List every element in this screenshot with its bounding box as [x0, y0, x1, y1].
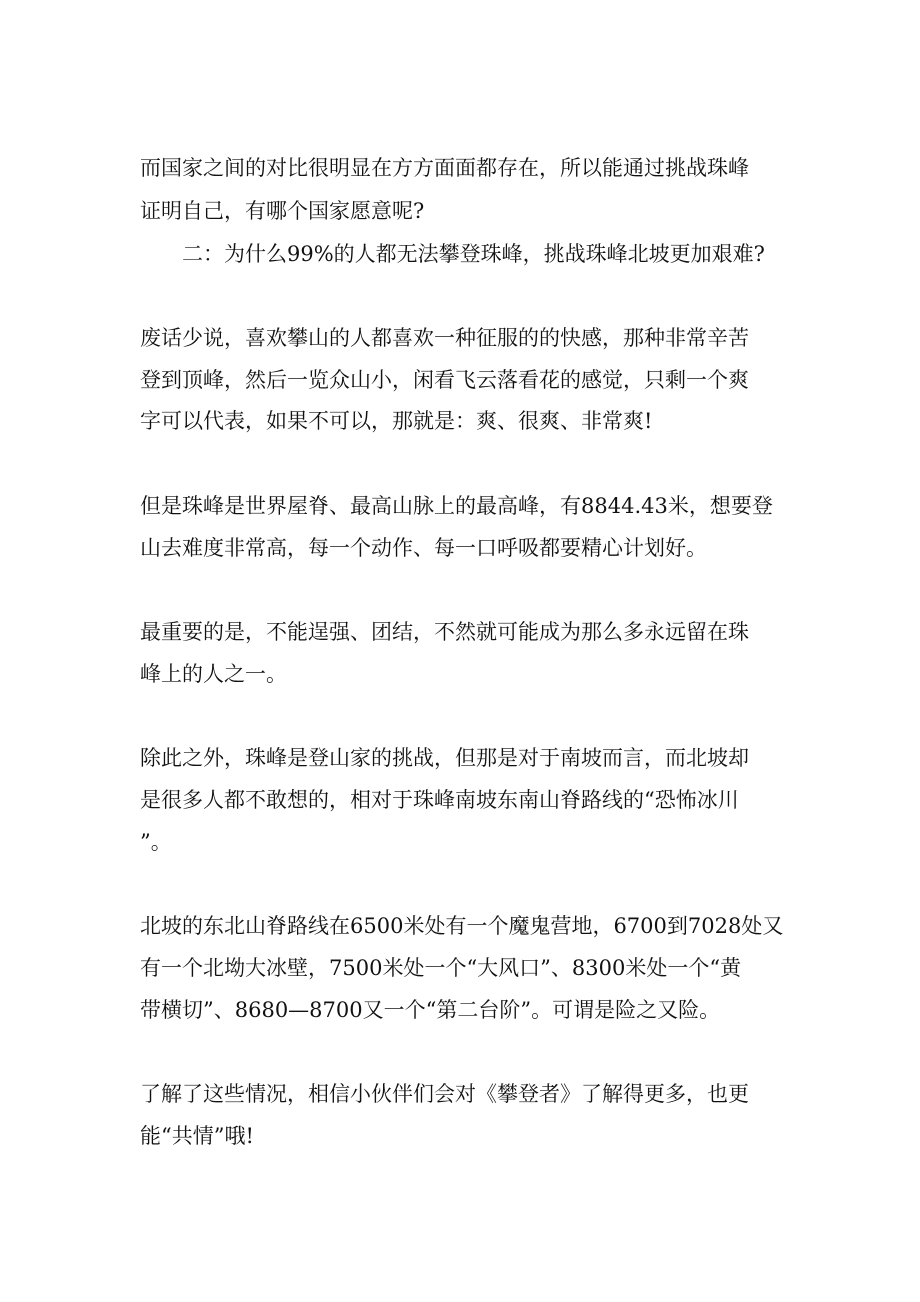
- paragraph-5-line-1: 除此之外，珠峰是登山家的挑战，但那是对于南坡而言，而北坡却: [140, 746, 749, 770]
- paragraph-6-line-3: 带横切”、8680—8700又一个“第二台阶”。可谓是险之又险。: [140, 998, 721, 1022]
- paragraph-6-line-2: 有一个北坳大冰壁，7500米处一个“大风口”、8300米处一个“黄: [140, 956, 742, 980]
- paragraph-4-line-2: 峰上的人之一。: [140, 662, 287, 686]
- paragraph-2-line-2: 登到顶峰，然后一览众山小，闲看飞云落看花的感觉，只剩一个爽: [140, 368, 749, 392]
- paragraph-5-line-3: ”。: [140, 830, 172, 854]
- paragraph-2-line-3: 字可以代表，如果不可以，那就是：爽、很爽、非常爽!: [140, 409, 653, 433]
- paragraph-4-line-1: 最重要的是，不能逞强、团结，不然就可能成为那么多永远留在珠: [140, 620, 749, 644]
- paragraph-7-line-2: 能“共情”哦!: [140, 1124, 254, 1148]
- paragraph-7-line-1: 了解了这些情况，相信小伙伴们会对《攀登者》了解得更多，也更: [140, 1082, 749, 1106]
- paragraph-6-line-1: 北坡的东北山脊路线在6500米处有一个魔鬼营地，6700到7028处又: [140, 914, 784, 938]
- paragraph-5-line-2: 是很多人都不敢想的，相对于珠峰南坡东南山脊路线的“恐怖冰川: [140, 788, 739, 812]
- section-heading: 二：为什么99%的人都无法攀登珠峰，挑战珠峰北坡更加艰难?: [182, 242, 765, 266]
- paragraph-3-line-2: 山去难度非常高，每一个动作、每一口呼吸都要精心计划好。: [140, 536, 707, 560]
- paragraph-2-line-1: 废话少说，喜欢攀山的人都喜欢一种征服的的快感，那种非常辛苦: [140, 326, 749, 350]
- paragraph-1-line-1: 而国家之间的对比很明显在方方面面都存在，所以能通过挑战珠峰: [140, 156, 749, 180]
- paragraph-1-line-2: 证明自己，有哪个国家愿意呢?: [140, 199, 425, 223]
- paragraph-3-line-1: 但是珠峰是世界屋脊、最高山脉上的最高峰，有8844.43米，想要登: [140, 494, 773, 518]
